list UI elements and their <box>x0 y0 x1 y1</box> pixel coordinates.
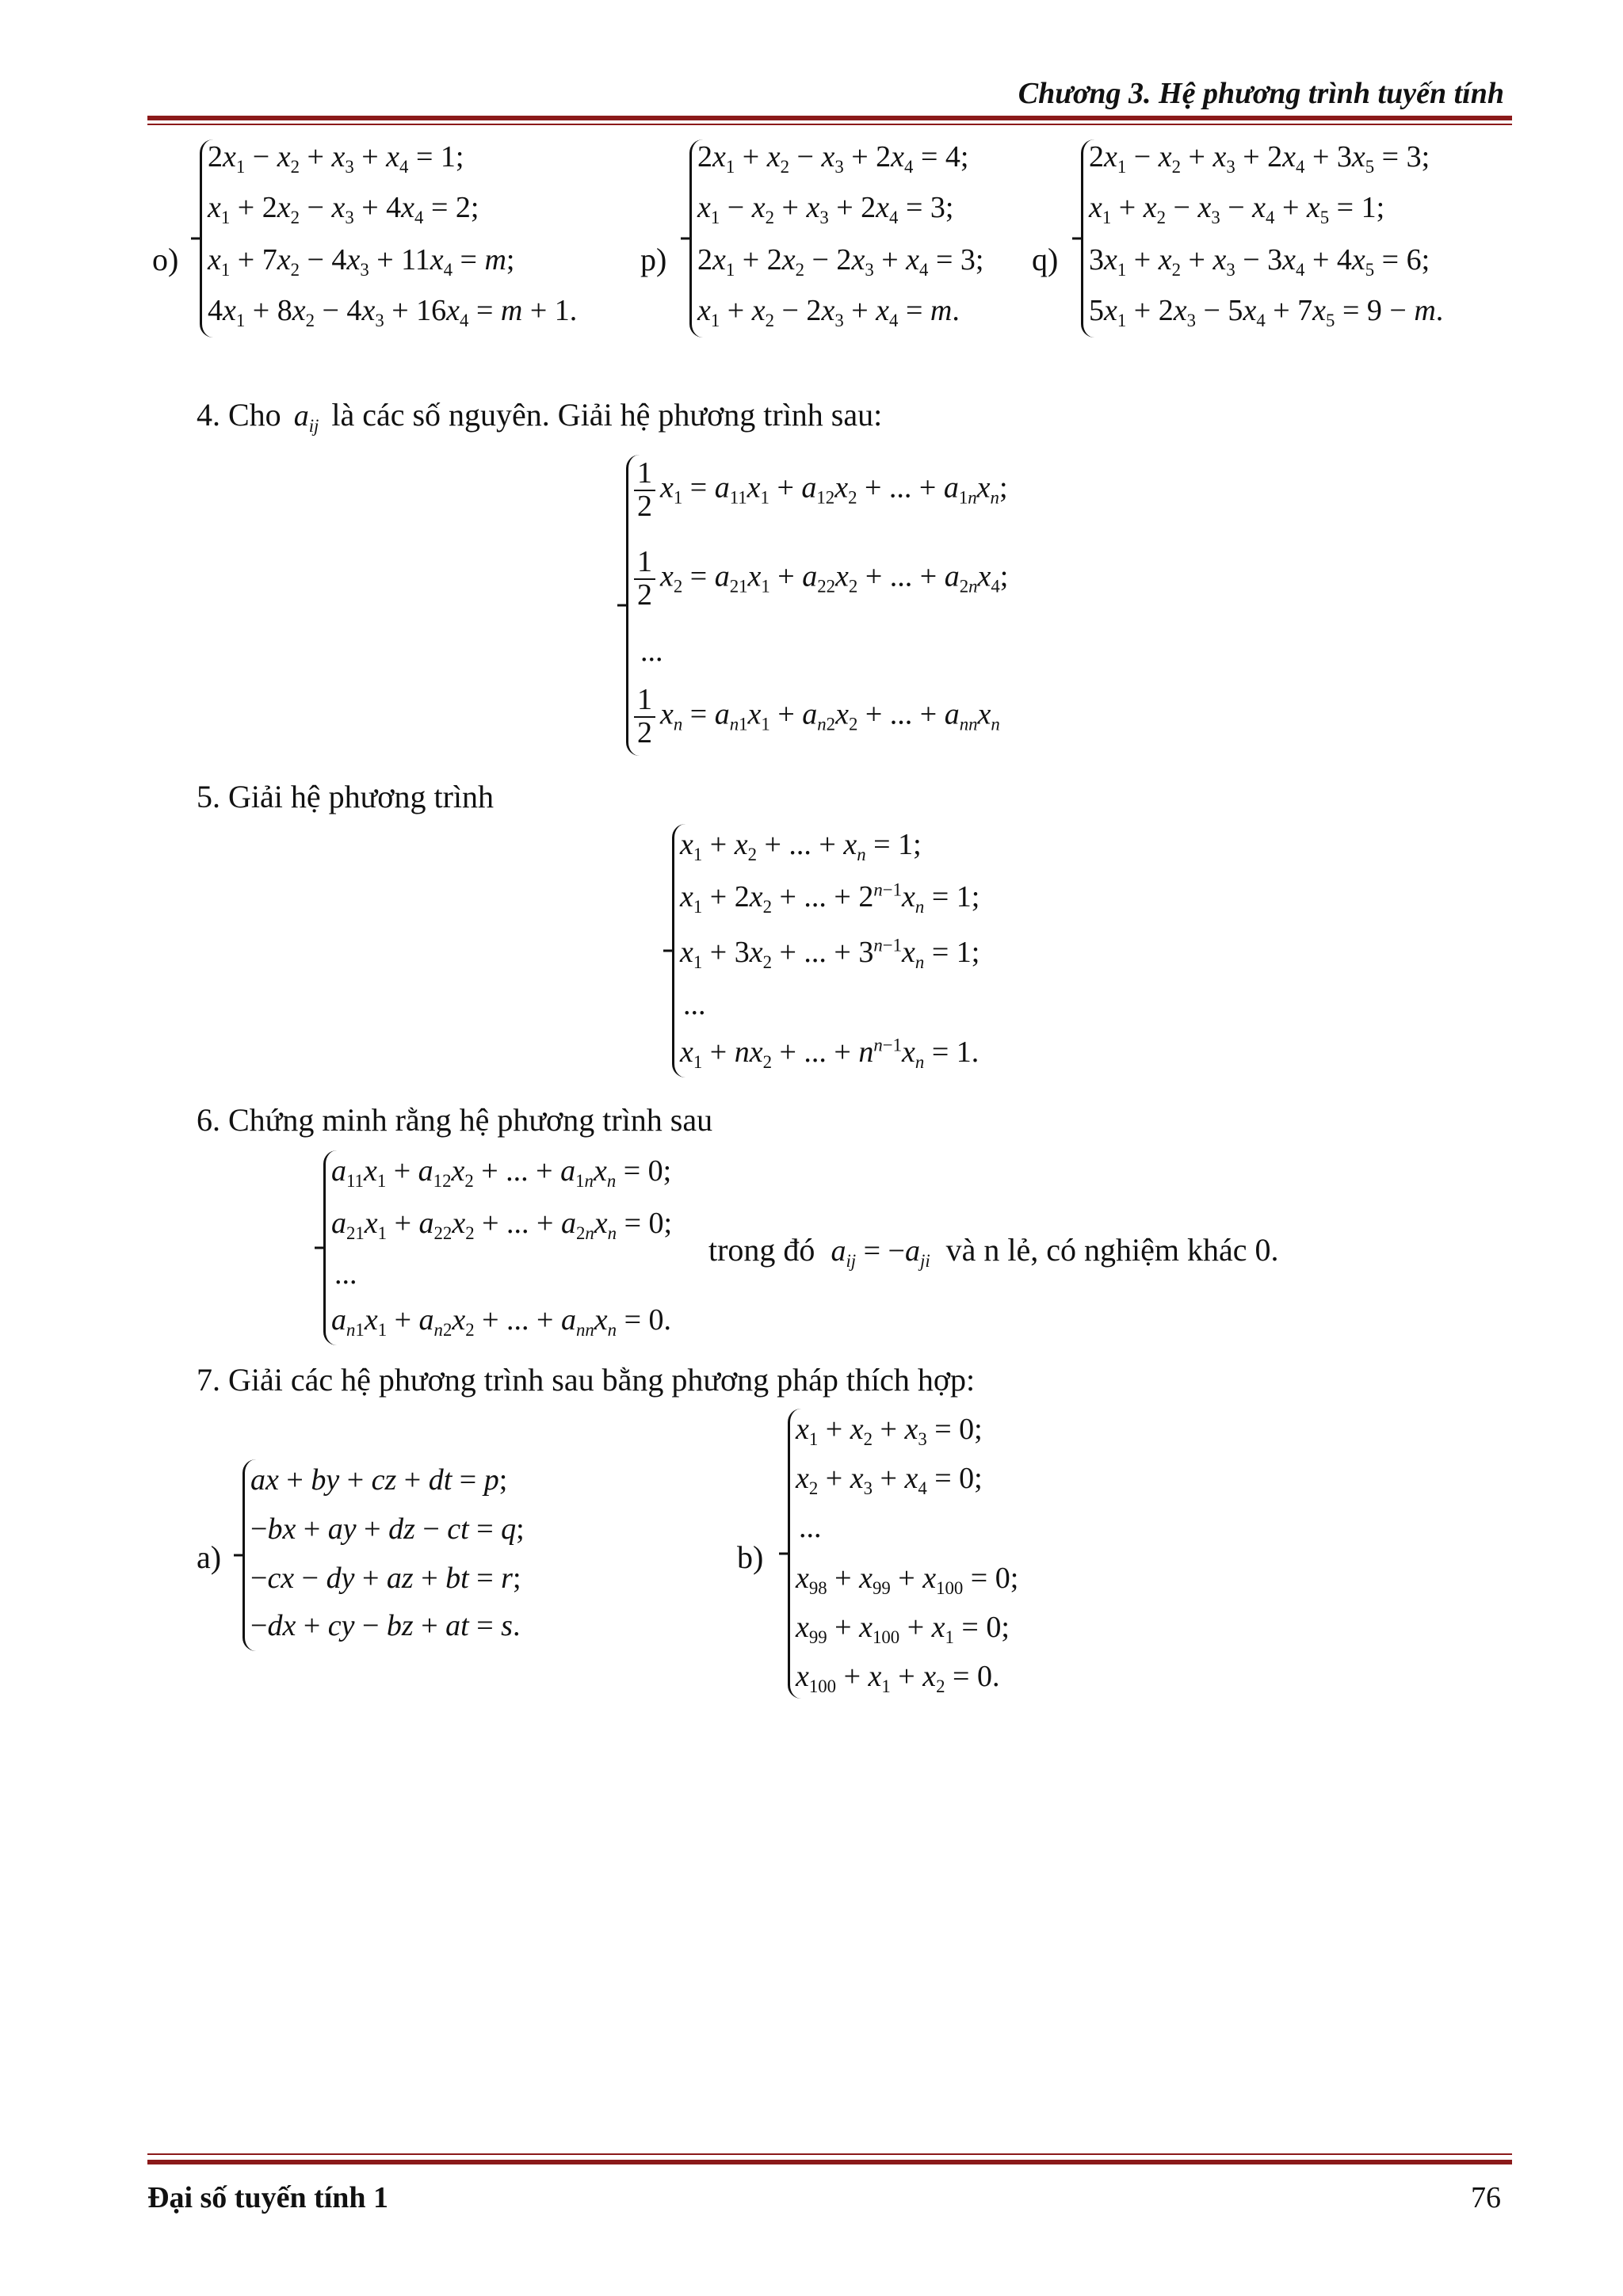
eq-p2: $x_1 - x_2 + x_3 + 2x_4 = 3$; <box>697 191 954 227</box>
eq-q1: $2x_1 - x_2 + x_3 + 2x_4 + 3x_5 = 3$; <box>1089 140 1430 177</box>
eq-6-dots: ... <box>334 1257 357 1291</box>
eq-5-3: $x_1 + 3x_2$ + ... + $3^{n-1}x_n = 1$; <box>680 935 980 972</box>
eq-6-1: $a_{11}x_1 + a_{12}x_2$ + ... + $a_{1n}x_n = 0$; <box>331 1154 672 1191</box>
eq-4-2: $\frac{1}{2}$ $x_2 = a_{21}x_1 + a_{22}x_2$ + ... + $a_{2n}x_4$; <box>634 547 1008 612</box>
eq-4-dots: ... <box>640 635 663 668</box>
exercise-6-condition: trong đó $a_{ij} = -a_{ji}$ và n lẻ, có nghiệm khác 0. <box>708 1232 1279 1271</box>
eq-7a-3: −cx − dy + az + bt = r; <box>250 1562 521 1595</box>
exercise-6-tail: và n lẻ, có nghiệm khác 0. <box>945 1232 1279 1268</box>
label-7a: a) <box>197 1539 222 1575</box>
header-rule-thin <box>147 124 1512 125</box>
footer-rule <box>147 2160 1512 2164</box>
label-7b: b) <box>737 1539 764 1575</box>
label-p: p) <box>640 242 667 277</box>
eq-p3: $2x_1 + 2x_2 - 2x_3 + x_4 = 3$; <box>697 243 984 280</box>
chapter-header: Chương 3. Hệ phương trình tuyến tính <box>1018 77 1504 110</box>
eq-4-n: $\frac{1}{2}$ $x_n = a_{n1}x_1 + a_{n2}x_2$ + ... + $a_{nn}x_n$ <box>634 685 1000 749</box>
eq-4-1: $\frac{1}{2}$ $x_1 = a_{11}x_1 + a_{12}x_2$ + ... + $a_{1n}x_n$; <box>634 458 1008 523</box>
eq-q2: $x_1 + x_2 - x_3 - x_4 + x_5 = 1$; <box>1089 191 1385 227</box>
eq-5-1: $x_1 + x_2$ + ... + $x_n = 1$; <box>680 828 922 864</box>
eq-q3: $3x_1 + x_2 + x_3 - 3x_4 + 4x_5 = 6$; <box>1089 243 1430 280</box>
eq-6-2: $a_{21}x_1 + a_{22}x_2$ + ... + $a_{2n}x_n = 0$; <box>331 1207 673 1243</box>
eq-5-2: $x_1 + 2x_2$ + ... + $2^{n-1}x_n = 1$; <box>680 879 980 917</box>
header-rule <box>147 116 1512 120</box>
eq-7b-99: $x_{99} + x_{100} + x_1 = 0$; <box>796 1611 1010 1647</box>
brace-7b <box>788 1409 801 1699</box>
eq-5-n: $x_1 + nx_2$ + ... + $n^{n-1}x_n = 1$. <box>680 1035 980 1072</box>
page-number: 76 <box>1471 2181 1501 2214</box>
eq-7b-1: $x_1 + x_2 + x_3 = 0$; <box>796 1413 983 1449</box>
eq-p1: $2x_1 + x_2 - x_3 + 2x_4 = 4$; <box>697 140 969 177</box>
exercise-5: 5. Giải hệ phương trình <box>197 779 494 814</box>
eq-6-n: $a_{n1}x_1 + a_{n2}x_2$ + ... + $a_{nn}x_n = 0$. <box>331 1303 672 1340</box>
eq-q4: $5x_1 + 2x_3 - 5x_4 + 7x_5 = 9 - m$. <box>1089 294 1444 330</box>
eq-o2: $x_1 + 2x_2 - x_3 + 4x_4 = 2$; <box>208 191 479 227</box>
eq-7a-1: ax + by + cz + dt = p; <box>250 1463 508 1497</box>
eq-p4: $x_1 + x_2 - 2x_3 + x_4 = m$. <box>697 294 960 330</box>
footer-title: Đại số tuyến tính 1 <box>147 2181 389 2214</box>
exercise-7: 7. Giải các hệ phương trình sau bằng phương pháp thích hợp: <box>197 1362 976 1398</box>
eq-7a-2: −bx + ay + dz − ct = q; <box>250 1512 525 1546</box>
exercise-4-label: 4. Cho <box>197 397 281 433</box>
label-q: q) <box>1032 242 1059 277</box>
eq-7b-98: $x_{98} + x_{99} + x_{100} = 0$; <box>796 1562 1019 1598</box>
eq-7b-2: $x_2 + x_3 + x_4 = 0$; <box>796 1462 983 1498</box>
exercise-4-text: là các số nguyên. Giải hệ phương trình sau: <box>331 397 883 433</box>
eq-o4: $4x_1 + 8x_2 - 4x_3 + 16x_4 = m + 1$. <box>208 294 578 330</box>
eq-5-dots: ... <box>683 988 706 1021</box>
eq-o3: $x_1 + 7x_2 - 4x_3 + 11x_4 = m$; <box>208 243 515 280</box>
exercise-4: 4. Cho $a_{ij}$ là các số nguyên. Giải hệ phương trình sau: <box>197 397 883 436</box>
label-o: o) <box>152 242 179 277</box>
exercise-6: 6. Chứng minh rằng hệ phương trình sau <box>197 1102 713 1138</box>
eq-7a-4: −dx + cy − bz + at = s. <box>250 1609 521 1642</box>
eq-o1: $2x_1 - x_2 + x_3 + x_4 = 1$; <box>208 140 464 177</box>
eq-7b-100: $x_{100} + x_1 + x_2 = 0$. <box>796 1660 1000 1696</box>
eq-7b-dots: ... <box>799 1511 822 1544</box>
exercise-6-where: trong đó <box>708 1232 815 1268</box>
footer-rule-thin <box>147 2153 1512 2155</box>
